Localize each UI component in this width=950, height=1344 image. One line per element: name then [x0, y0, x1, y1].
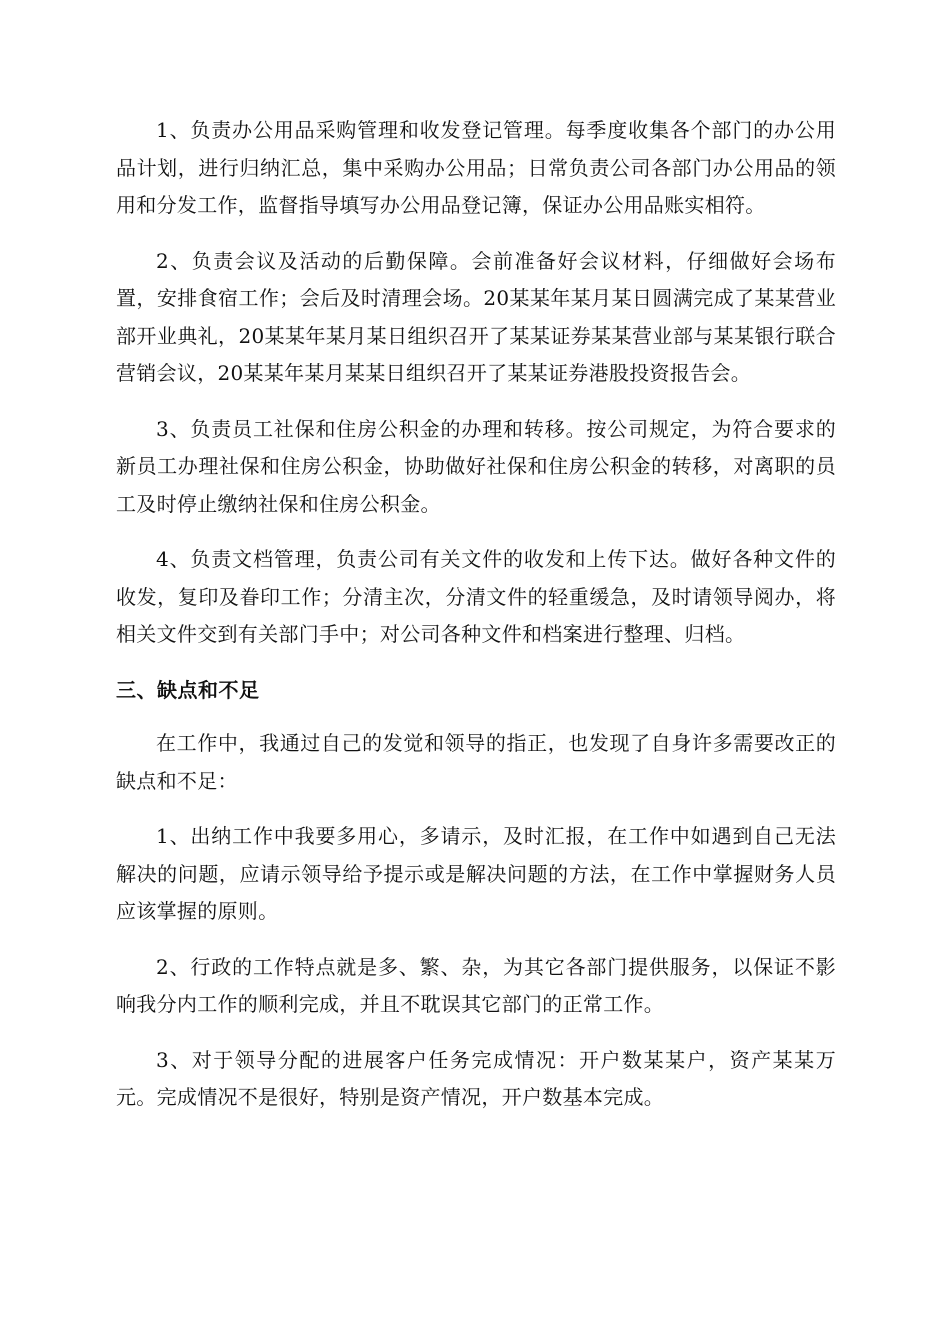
paragraph-meeting-logistics: 2、负责会议及活动的后勤保障。会前准备好会议材料，仔细做好会场布置，安排食宿工作；会后及时清理会场。20某某年某月某日圆满完成了某某营业部开业典礼，20某某年某月某日组织召开了某某证券某某营业部与某某银行联合营销会议，20某某年某月某某日组织召开了某某证券港股投资报告会。	[116, 248, 836, 385]
paragraph-administrative-work: 2、行政的工作特点就是多、繁、杂，为其它各部门提供服务，以保证不影响我分内工作的顺利完成，并且不耽误其它部门的正常工作。	[116, 954, 836, 1016]
paragraph-document-management: 4、负责文档管理，负责公司有关文件的收发和上传下达。做好各种文件的收发，复印及眷印工作；分清主次，分清文件的轻重缓急，及时请领导阅办，将相关文件交到有关部门手中；对公司各种文件和档案进行整理、归档。	[116, 547, 836, 646]
section-heading-shortcomings: 三、缺点和不足	[116, 677, 260, 702]
paragraph-cashier-work: 1、出纳工作中我要多用心，多请示，及时汇报，在工作中如遇到自己无法解决的问题，应请示领导给予提示或是解决问题的方法，在工作中掌握财务人员应该掌握的原则。	[116, 824, 836, 923]
paragraph-shortcomings-intro: 在工作中，我通过自己的发觉和领导的指正，也发现了自身许多需要改正的缺点和不足：	[116, 731, 836, 793]
paragraph-social-insurance: 3、负责员工社保和住房公积金的办理和转移。按公司规定，为符合要求的新员工办理社保和住房公积金，协助做好社保和住房公积金的转移，对离职的员工及时停止缴纳社保和住房公积金。	[116, 416, 836, 516]
paragraph-client-tasks: 3、对于领导分配的进展客户任务完成情况：开户数某某户，资产某某万元。完成情况不是很好，特别是资产情况，开户数基本完成。	[116, 1047, 836, 1109]
paragraph-office-supplies: 1、负责办公用品采购管理和收发登记管理。每季度收集各个部门的办公用品计划，进行归纳汇总，集中采购办公用品；日常负责公司各部门办公用品的领用和分发工作，监督指导填写办公用品登记簿，保证办公用品账实相符。	[116, 118, 836, 217]
document-body	[116, 112, 836, 1135]
